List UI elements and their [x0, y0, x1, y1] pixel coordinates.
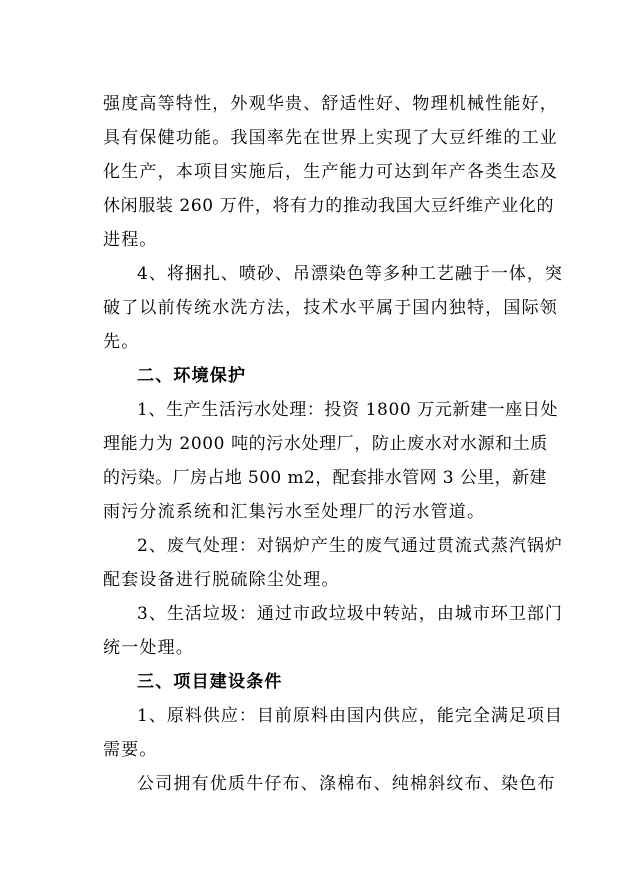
paragraph-line	[0, 155, 621, 189]
paragraph-line	[0, 189, 621, 223]
paragraph-line	[0, 495, 621, 529]
paragraph-line	[0, 529, 621, 563]
section-heading-environment: 二、环境保护	[137, 366, 247, 386]
paragraph-text: 化生产，本项目实施后，生产能力可达到年产各类生态及	[103, 162, 558, 182]
paragraph-text: 统一处理。	[103, 638, 194, 658]
paragraph-text: 休闲服装 260 万件，将有力的推动我国大豆纤维产业化的	[103, 196, 555, 216]
paragraph-text: 4、将捆扎、喷砂、吊漂染色等多种工艺融于一体，突	[137, 264, 563, 284]
paragraph-line	[0, 699, 621, 733]
paragraph-line	[0, 87, 621, 121]
paragraph-text: 强度高等特性，外观华贵、舒适性好、物理机械性能好，	[103, 94, 558, 114]
paragraph-line	[0, 291, 621, 325]
paragraph-line	[0, 563, 621, 597]
paragraph-text: 理能力为 2000 吨的污水处理厂，防止废水对水源和土质	[103, 434, 548, 454]
paragraph-line	[0, 733, 621, 767]
paragraph-text: 需要。	[103, 740, 158, 760]
paragraph-line	[0, 631, 621, 665]
paragraph-text: 公司拥有优质牛仔布、涤棉布、纯棉斜纹布、染色布	[137, 774, 556, 794]
paragraph-text: 具有保健功能。我国率先在世界上实现了大豆纤维的工业	[103, 128, 558, 148]
paragraph-text: 破了以前传统水洗方法，技术水平属于国内独特，国际领	[103, 298, 558, 318]
paragraph-text: 的污染。厂房占地 500 m2，配套排水管网 3 公里，新建	[103, 468, 547, 488]
section-heading	[0, 665, 621, 699]
paragraph-text: 3、生活垃圾：通过市政垃圾中转站，由城市环卫部门	[137, 604, 563, 624]
paragraph-text: 先。	[103, 332, 140, 352]
paragraph-text: 雨污分流系统和汇集污水至处理厂的污水管道。	[103, 502, 486, 522]
paragraph-line	[0, 223, 621, 257]
section-heading-conditions: 三、项目建设条件	[137, 672, 283, 692]
paragraph-line	[0, 427, 621, 461]
paragraph-text: 1、生产生活污水处理：投资 1800 万元新建一座日处	[137, 400, 559, 420]
paragraph-line	[0, 257, 621, 291]
paragraph-line	[0, 325, 621, 359]
paragraph-text: 1、原料供应：目前原料由国内供应，能完全满足项目	[137, 706, 563, 726]
paragraph-line	[0, 121, 621, 155]
paragraph-line	[0, 393, 621, 427]
paragraph-line	[0, 597, 621, 631]
paragraph-text: 进程。	[103, 230, 158, 250]
section-heading	[0, 359, 621, 393]
paragraph-line	[0, 461, 621, 495]
paragraph-text: 配套设备进行脱硫除尘处理。	[103, 570, 340, 590]
paragraph-text: 2、废气处理：对锅炉产生的废气通过贯流式蒸汽锅炉	[137, 536, 563, 556]
paragraph-line	[0, 767, 621, 801]
